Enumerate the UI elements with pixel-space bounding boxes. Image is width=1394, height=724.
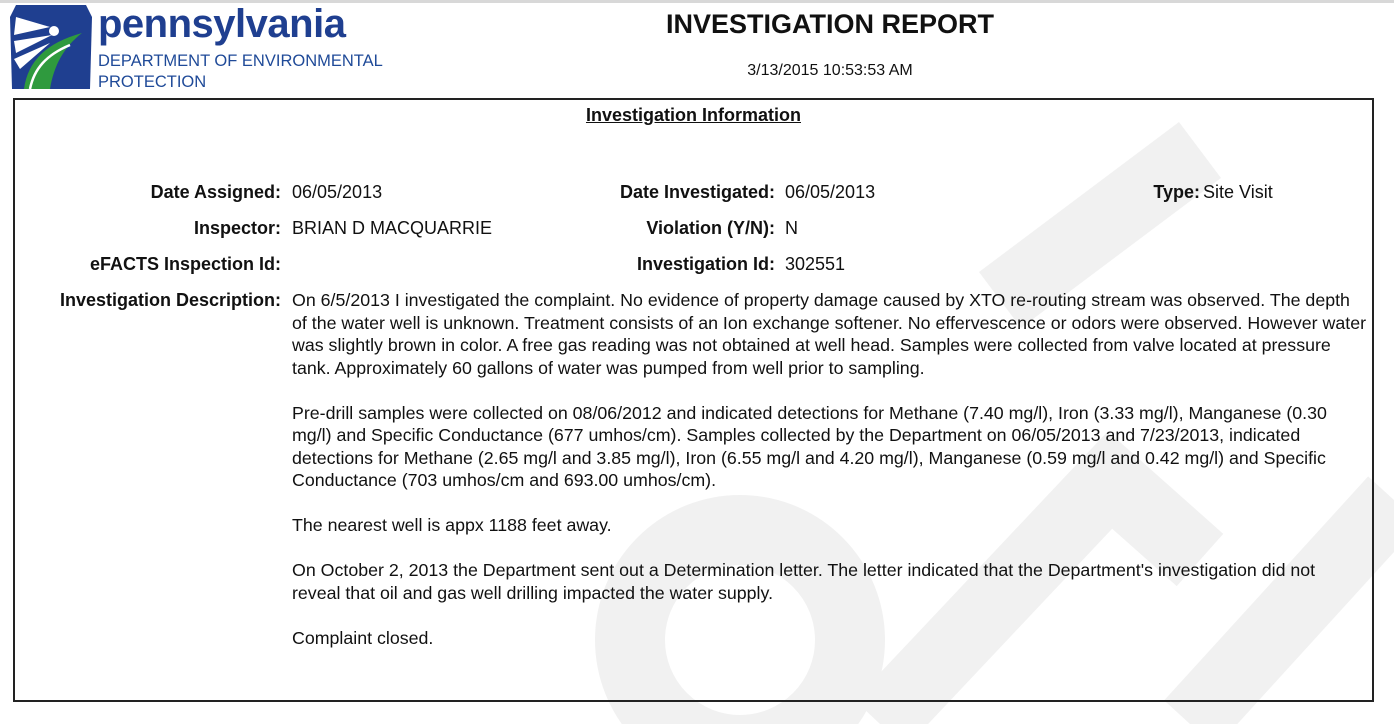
violation-label: Violation (Y/N): (646, 218, 775, 238)
report-datetime: 3/13/2015 10:53:53 AM (747, 62, 913, 79)
description-paragraph: On October 2, 2013 the Department sent out a Determination letter. The letter indicated that the Department's investigation did not reveal that oil and gas well drilling impacted the water supply. (292, 560, 1316, 603)
report-title: INVESTIGATION REPORT (665, 9, 995, 39)
keystone-logo-icon (10, 5, 92, 89)
pa-dep-logo (10, 2, 390, 95)
investigation-id-value: 302551 (785, 254, 846, 274)
description-paragraph: Complaint closed. (292, 627, 434, 648)
logo-dept-line1: DEPARTMENT OF ENVIRONMENTAL (98, 52, 383, 70)
inspector-value: BRIAN D MACQUARRIE (292, 218, 493, 238)
violation-value: N (785, 218, 798, 238)
section-heading: Investigation Information (585, 105, 801, 125)
description-paragraph: On 6/5/2013 I investigated the complaint. No evidence of property damage caused by XTO re-routing stream was observed. The depth of the water well is unknown. Treatment consists of an Ion exchange softener. No effervescence or odors were observed. However water was slightly brown in color. A free gas reading was not obtained at well head. Samples were collected from valve located at pressure tank. Approximately 60 gallons of water was pumped from well prior to sampling. (292, 290, 1367, 378)
description-paragraph: Pre-drill samples were collected on 08/06/2012 and indicated detections for Methane (7.40 mg/l), Iron (3.33 mg/l), Manganese (0.30 mg/l) and Specific Conductance (677 umhos/cm). Samples collected by the Department on 06/05/2013 and 7/23/2013, indicated detections for Methane (2.65 mg/l and 3.85 mg/l), Iron (6.55 mg/l and 4.20 mg/l), Manganese (0.59 mg/l and 0.42 mg/l) and Specific Conductance (703 umhos/cm and 693.00 umhos/cm). (292, 402, 1327, 490)
investigation-info-box (13, 98, 1374, 702)
inspector-label: Inspector: (193, 218, 281, 238)
logo-department (98, 51, 398, 93)
investigation-description (292, 289, 1367, 672)
date-assigned-value: 06/05/2013 (292, 182, 383, 202)
date-investigated-value: 06/05/2013 (785, 182, 876, 202)
date-assigned-label: Date Assigned: (150, 182, 281, 202)
type-label: Type: (1153, 182, 1200, 202)
efacts-id-label: eFACTS Inspection Id: (89, 254, 281, 274)
type-value: Site Visit (1203, 182, 1273, 202)
logo-dept-line2: PROTECTION (98, 73, 207, 91)
investigation-description-label: Investigation Description: (59, 290, 281, 310)
investigation-id-label: Investigation Id: (636, 254, 775, 274)
description-paragraph: The nearest well is appx 1188 feet away. (292, 515, 612, 535)
logo-wordmark: pennsylvania (98, 2, 346, 46)
date-investigated-label: Date Investigated: (619, 182, 775, 202)
